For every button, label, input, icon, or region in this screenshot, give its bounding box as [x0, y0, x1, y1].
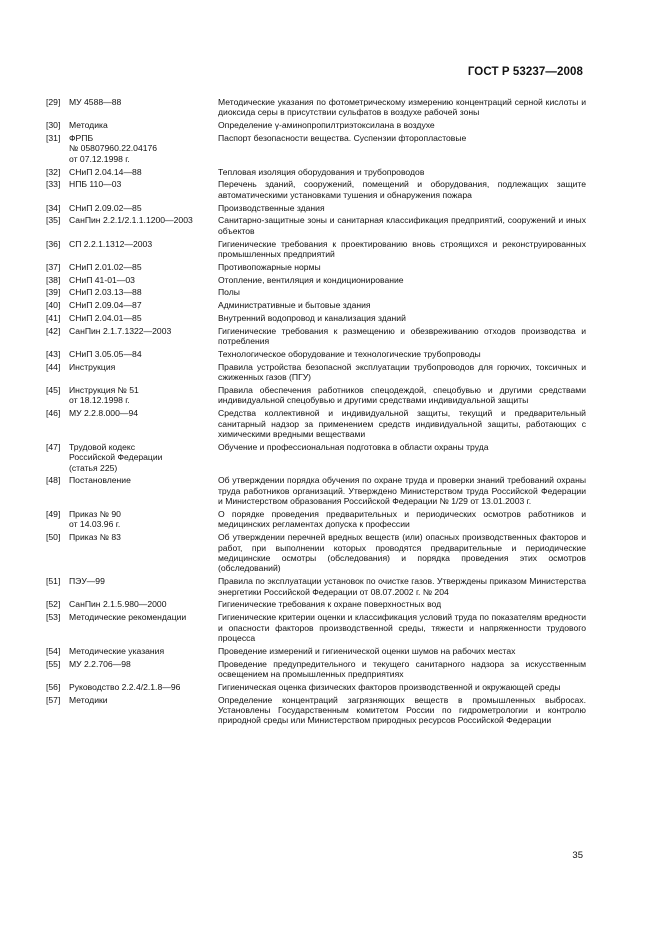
reference-title: Гигиеническая оценка физических факторов производственной и окружающей среды	[218, 681, 561, 692]
reference-source	[69, 97, 218, 118]
reference-source	[69, 203, 218, 213]
reference-entry	[46, 167, 586, 177]
reference-number: [44]	[46, 361, 61, 372]
reference-title: Производственные здания	[218, 202, 325, 213]
reference-entry	[46, 695, 586, 726]
reference-title: Проведение предупредительного и текущего санитарного надзора за искусственным освещением на промышленных предприятиях	[218, 658, 586, 680]
reference-entry	[46, 326, 586, 347]
reference-title: Проведение измерений и гигиенической оценки шумов на рабочих местах	[218, 645, 516, 656]
reference-number: [40]	[46, 300, 61, 311]
reference-entry	[46, 313, 586, 323]
reference-number: [57]	[46, 694, 61, 705]
reference-entry	[46, 97, 586, 118]
reference-number: [55]	[46, 658, 61, 669]
reference-title: Тепловая изоляция оборудования и трубопроводов	[218, 166, 425, 177]
reference-title: Методические указания по фотометрическому измерению концентраций серной кислоты и диоксида серы в присутствии сульфатов в воздухе рабочей зоны	[218, 97, 586, 118]
reference-number: [33]	[46, 179, 61, 190]
reference-source	[69, 167, 218, 177]
reference-source-line: Приказ № 90	[69, 509, 121, 520]
reference-title: Перечень зданий, сооружений, помещений и оборудования, подлежащих защите автоматическими установками тушения и обнаружения пожара	[218, 179, 586, 200]
reference-source	[69, 262, 218, 272]
reference-source	[69, 646, 218, 656]
reference-number: [39]	[46, 287, 61, 298]
reference-source-line: Методические рекомендации	[69, 612, 187, 623]
reference-number: [52]	[46, 599, 61, 610]
reference-entry	[46, 532, 586, 574]
reference-source-line: МУ 2.2.706—98	[69, 658, 131, 669]
reference-number: [30]	[46, 120, 61, 131]
reference-number: [34]	[46, 202, 61, 213]
reference-entry	[46, 179, 586, 200]
reference-entry	[46, 287, 586, 297]
reference-source	[69, 120, 218, 130]
reference-title: Гигиенические требования к проектированию вновь строящихся и реконструированных промышленных предприятий	[218, 238, 586, 260]
reference-entry	[46, 215, 586, 236]
reference-source-line: СанПин 2.2.1/2.1.1.1200—2003	[69, 215, 193, 226]
reference-title: Правила устройства безопасной эксплуатации трубопроводов для горючих, токсичных и сжиженных газов (ПГУ)	[218, 361, 586, 383]
reference-number: [46]	[46, 408, 61, 419]
reference-source	[69, 408, 218, 439]
reference-entry	[46, 133, 586, 164]
reference-source-line: ФРПБ	[69, 133, 94, 143]
reference-source	[69, 133, 218, 164]
reference-source-line: СНиП 2.04.01—85	[69, 313, 142, 323]
reference-source-line: СП 2.2.1.1312—2003	[69, 238, 153, 249]
reference-number: [35]	[46, 215, 61, 226]
reference-source-line: Методика	[69, 120, 108, 131]
reference-source-line: Постановление	[69, 475, 131, 486]
reference-source	[69, 300, 218, 310]
reference-title: Технологическое оборудование и технологические трубопроводы	[218, 349, 481, 359]
reference-number: [56]	[46, 681, 61, 692]
reference-title: Средства коллективной и индивидуальной защиты, текущий и предварительный санитарный надзор за применением средств индивидуальной защиты, работающих с химическими вредными веществами	[218, 408, 586, 440]
reference-source	[69, 349, 218, 359]
reference-entry	[46, 120, 586, 130]
reference-title: Паспорт безопасности вещества. Суспензии фторопластовые	[218, 133, 467, 143]
reference-source	[69, 215, 218, 236]
reference-source-line: СНиП 2.03.13—88	[69, 287, 142, 298]
reference-source-line: МУ 4588—88	[69, 97, 122, 107]
reference-title: Обучение и профессиональная подготовка в области охраны труда	[218, 441, 489, 452]
reference-entry	[46, 659, 586, 680]
page-number: 35	[572, 850, 583, 861]
reference-title: Административные и бытовые здания	[218, 300, 371, 311]
reference-source-line: СНиП 3.05.05—84	[69, 349, 142, 359]
reference-source-line: Инструкция № 51	[69, 385, 139, 395]
reference-source	[69, 659, 218, 680]
reference-number: [45]	[46, 385, 61, 395]
reference-entry	[46, 262, 586, 272]
reference-title: Гигиенические критерии оценки и классификация условий труда по показателям вредности и опасности факторов производственной среды, тяжести и напряженности трудового процесса	[218, 612, 586, 644]
reference-entry	[46, 475, 586, 506]
reference-entry	[46, 509, 586, 530]
reference-title: О порядке проведения предварительных и периодических осмотров работников и медицинских регламентах допуска к профессии	[218, 509, 586, 530]
reference-number: [29]	[46, 97, 61, 107]
reference-source	[69, 532, 218, 574]
reference-title: Определение γ-аминопропилтриэтоксилана в воздухе	[218, 120, 435, 131]
reference-title: Отопление, вентиляция и кондиционирование	[218, 274, 404, 285]
reference-title: Правила по эксплуатации установок по очистке газов. Утверждены приказом Министерства энергетики Российской Федерации от 08.07.2002 г. № 204	[218, 576, 586, 597]
reference-number: [51]	[46, 576, 61, 587]
reference-title: Санитарно-защитные зоны и санитарная классификация предприятий, сооружений и иных объектов	[218, 215, 586, 236]
reference-source	[69, 475, 218, 506]
reference-source-line: СанПин 2.1.7.1322—2003	[69, 325, 172, 336]
reference-source-line: МУ 2.2.8.000—94	[69, 408, 138, 419]
reference-number: [31]	[46, 133, 61, 143]
reference-source-line: СанПин 2.1.5.980—2000	[69, 599, 167, 610]
reference-source	[69, 442, 218, 473]
reference-source	[69, 695, 218, 726]
reference-entry	[46, 349, 586, 359]
reference-number: [32]	[46, 166, 61, 177]
reference-source	[69, 275, 218, 285]
reference-number: [50]	[46, 532, 61, 543]
reference-source-line: Методики	[69, 694, 108, 705]
reference-source	[69, 362, 218, 383]
reference-title: Определение концентраций загрязняющих веществ в промышленных выбросах. Установлены Государственным комитетом России по гидрометрологии и контролю природной среды или Министерством природных ресурсов Российской Федерации	[218, 694, 586, 726]
reference-source-line: СНиП 2.09.02—85	[69, 202, 142, 213]
reference-title: Об утверждении порядка обучения по охране труда и проверки знаний требований охраны труда работников организаций. Утверждено Министерством труда Российской Федерации и Министерством образования Российской Федерации № 1/29 от 13.01.2003 г.	[218, 475, 586, 507]
reference-source	[69, 509, 218, 530]
reference-source-line: от 07.12.1998 г.	[69, 153, 130, 164]
bibliography-list	[46, 97, 586, 728]
reference-source-line: СНиП 41-01—03	[69, 274, 135, 285]
reference-source-line: Методические указания	[69, 645, 165, 656]
reference-number: [54]	[46, 645, 61, 656]
reference-number: [49]	[46, 509, 61, 520]
reference-number: [42]	[46, 325, 61, 336]
reference-source-line: Руководство 2.2.4/2.1.8—96	[69, 681, 181, 692]
reference-source-line: СНиП 2.04.14—88	[69, 166, 142, 177]
reference-source	[69, 385, 218, 406]
reference-entry	[46, 576, 586, 597]
reference-title: Гигиенические требования к охране поверхностных вод	[218, 599, 442, 610]
reference-title: Об утверждении перечней вредных веществ (или) опасных производственных факторов и работ, при выполнении которых проводятся предварительные и периодические медицинские осмотры (обследования) и порядка проведения этих осмотров (обследований)	[218, 532, 586, 574]
reference-source	[69, 287, 218, 297]
reference-source-line: № 05807960.22.04176	[69, 143, 158, 154]
reference-source-line: Инструкция	[69, 361, 116, 372]
reference-source-line: Российской Федерации	[69, 452, 163, 463]
reference-entry	[46, 612, 586, 643]
reference-number: [43]	[46, 349, 61, 359]
reference-source	[69, 313, 218, 323]
reference-source-line: Трудовой кодекс	[69, 441, 136, 452]
reference-entry	[46, 385, 586, 406]
reference-title: Правила обеспечения работников спецодеждой, спецобувью и другими средствами индивидуальной спецобувью и другими средствами индивидуальной защиты	[218, 385, 586, 406]
reference-source-line: СНиП 2.09.04—87	[69, 300, 142, 311]
reference-source	[69, 682, 218, 692]
reference-entry	[46, 275, 586, 285]
reference-number: [48]	[46, 475, 61, 486]
reference-entry	[46, 203, 586, 213]
reference-title: Противопожарные нормы	[218, 261, 321, 272]
reference-source-line: НПБ 110—03	[69, 179, 122, 190]
reference-entry	[46, 408, 586, 439]
reference-title: Полы	[218, 287, 240, 298]
reference-number: [36]	[46, 238, 61, 249]
reference-number: [41]	[46, 313, 61, 323]
reference-entry	[46, 362, 586, 383]
reference-source	[69, 179, 218, 200]
document-header-standard: ГОСТ Р 53237—2008	[467, 66, 583, 78]
reference-entry	[46, 239, 586, 260]
reference-number: [47]	[46, 441, 61, 452]
reference-source	[69, 576, 218, 597]
reference-number: [38]	[46, 274, 61, 285]
reference-title: Гигиенические требования к размещению и обезвреживанию отходов производства и потребления	[218, 325, 586, 347]
reference-source-line: от 14.03.96 г.	[69, 519, 121, 530]
reference-title: Внутренний водопровод и канализация зданий	[218, 313, 406, 323]
reference-entry	[46, 599, 586, 609]
reference-source-line: Приказ № 83	[69, 532, 121, 543]
reference-source	[69, 599, 218, 609]
reference-source-line: СНиП 2.01.02—85	[69, 261, 142, 272]
reference-source-line: от 18.12.1998 г.	[69, 395, 130, 406]
reference-source	[69, 612, 218, 643]
reference-source-line: (статья 225)	[69, 462, 118, 473]
reference-entry	[46, 682, 586, 692]
reference-source	[69, 239, 218, 260]
reference-source-line: ПЭУ—99	[69, 576, 105, 587]
reference-number: [53]	[46, 612, 61, 623]
reference-entry	[46, 646, 586, 656]
reference-entry	[46, 442, 586, 473]
reference-number: [37]	[46, 261, 61, 272]
reference-entry	[46, 300, 586, 310]
reference-source	[69, 326, 218, 347]
